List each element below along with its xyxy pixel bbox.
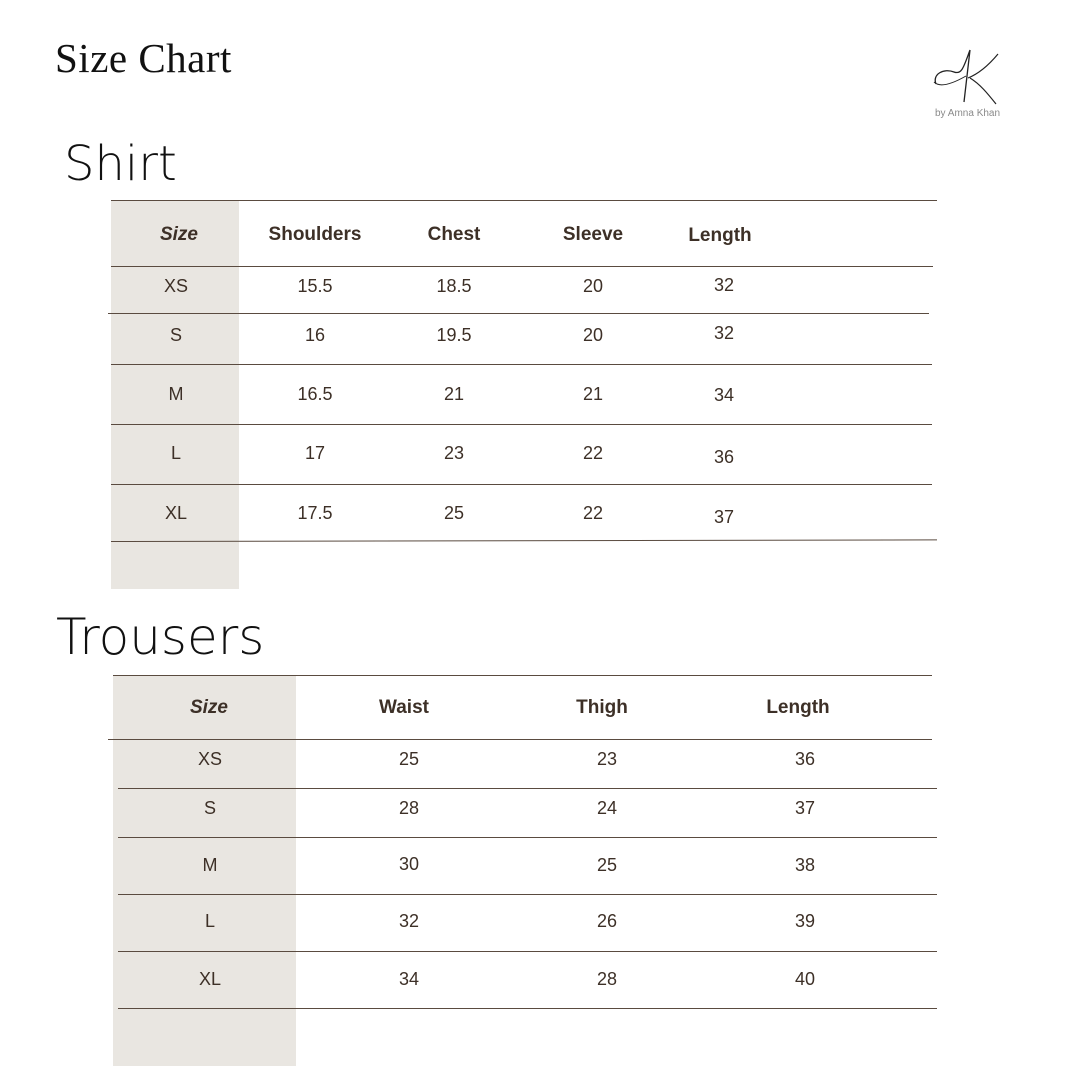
trousers-row-rule (118, 837, 937, 838)
shirt-section-title: Shirt (64, 136, 177, 192)
shirt-header-chest: Chest (427, 224, 481, 245)
trousers-cell-size: XS (197, 749, 222, 769)
trousers-cell-length: 40 (794, 969, 816, 989)
trousers-cell-waist: 28 (398, 798, 420, 818)
shirt-cell-sleeve: 22 (582, 443, 604, 463)
trousers-row-rule (118, 788, 937, 789)
page-title: Size Chart (55, 35, 232, 81)
trousers-table-bottom-rule (118, 1008, 937, 1009)
shirt-cell-shoulders: 16.5 (297, 384, 333, 404)
trousers-row-rule (118, 894, 937, 895)
shirt-cell-size: M (168, 384, 184, 404)
shirt-cell-length: 32 (713, 275, 735, 295)
shirt-cell-shoulders: 17 (304, 443, 326, 463)
shirt-header-size: Size (159, 224, 199, 245)
trousers-section-title: Trousers (56, 608, 265, 666)
shirt-header-rule (111, 266, 933, 267)
trousers-cell-size: S (203, 798, 216, 818)
shirt-cell-shoulders: 16 (304, 325, 326, 345)
shirt-row-rule (111, 424, 932, 425)
trousers-cell-thigh: 24 (596, 798, 618, 818)
trousers-cell-thigh: 26 (596, 911, 618, 931)
trousers-cell-waist: 30 (398, 854, 420, 874)
shirt-cell-length: 36 (713, 447, 735, 467)
trousers-cell-size: L (204, 911, 215, 931)
shirt-cell-chest: 18.5 (436, 276, 472, 296)
trousers-cell-size: XL (198, 969, 222, 989)
shirt-cell-shoulders: 15.5 (297, 276, 333, 296)
shirt-cell-chest: 25 (443, 503, 465, 523)
trousers-cell-waist: 32 (398, 911, 420, 931)
shirt-cell-size: S (169, 325, 182, 345)
trousers-cell-length: 37 (794, 798, 816, 818)
logo-tagline: by Amna Khan (935, 108, 1001, 119)
shirt-cell-size: L (170, 443, 181, 463)
shirt-cell-sleeve: 22 (582, 503, 604, 523)
trousers-cell-length: 36 (794, 749, 816, 769)
ak-monogram-icon (930, 44, 1000, 106)
shirt-cell-size: XL (164, 503, 188, 523)
shirt-row-rule (108, 313, 929, 314)
shirt-cell-chest: 19.5 (436, 325, 472, 345)
shirt-cell-sleeve: 21 (582, 384, 604, 404)
trousers-cell-waist: 34 (398, 969, 420, 989)
shirt-row-rule (111, 364, 932, 365)
shirt-cell-chest: 23 (443, 443, 465, 463)
shirt-table-bottom-rule (111, 539, 937, 542)
shirt-cell-sleeve: 20 (582, 276, 604, 296)
shirt-table-top-rule (111, 200, 937, 201)
trousers-header-length: Length (766, 697, 830, 718)
shirt-cell-sleeve: 20 (582, 325, 604, 345)
trousers-header-size: Size (189, 697, 229, 718)
shirt-cell-length: 34 (713, 385, 735, 405)
shirt-header-shoulders: Shoulders (268, 224, 362, 245)
shirt-header-sleeve: Sleeve (562, 224, 624, 245)
trousers-cell-thigh: 23 (596, 749, 618, 769)
trousers-cell-length: 38 (794, 855, 816, 875)
trousers-table-top-rule (113, 675, 932, 676)
trousers-header-waist: Waist (379, 697, 429, 718)
brand-logo (930, 44, 1014, 124)
shirt-row-rule (111, 484, 932, 485)
trousers-header-rule (108, 739, 932, 740)
trousers-cell-length: 39 (794, 911, 816, 931)
trousers-cell-size: M (202, 855, 218, 875)
shirt-cell-length: 37 (713, 507, 735, 527)
shirt-cell-length: 32 (713, 323, 735, 343)
trousers-cell-waist: 25 (398, 749, 420, 769)
shirt-header-length: Length (688, 225, 752, 246)
trousers-cell-thigh: 25 (596, 855, 618, 875)
shirt-cell-shoulders: 17.5 (297, 503, 333, 523)
trousers-cell-thigh: 28 (596, 969, 618, 989)
shirt-cell-size: XS (163, 276, 188, 296)
trousers-header-thigh: Thigh (576, 697, 628, 718)
trousers-row-rule (118, 951, 937, 952)
shirt-cell-chest: 21 (443, 384, 465, 404)
